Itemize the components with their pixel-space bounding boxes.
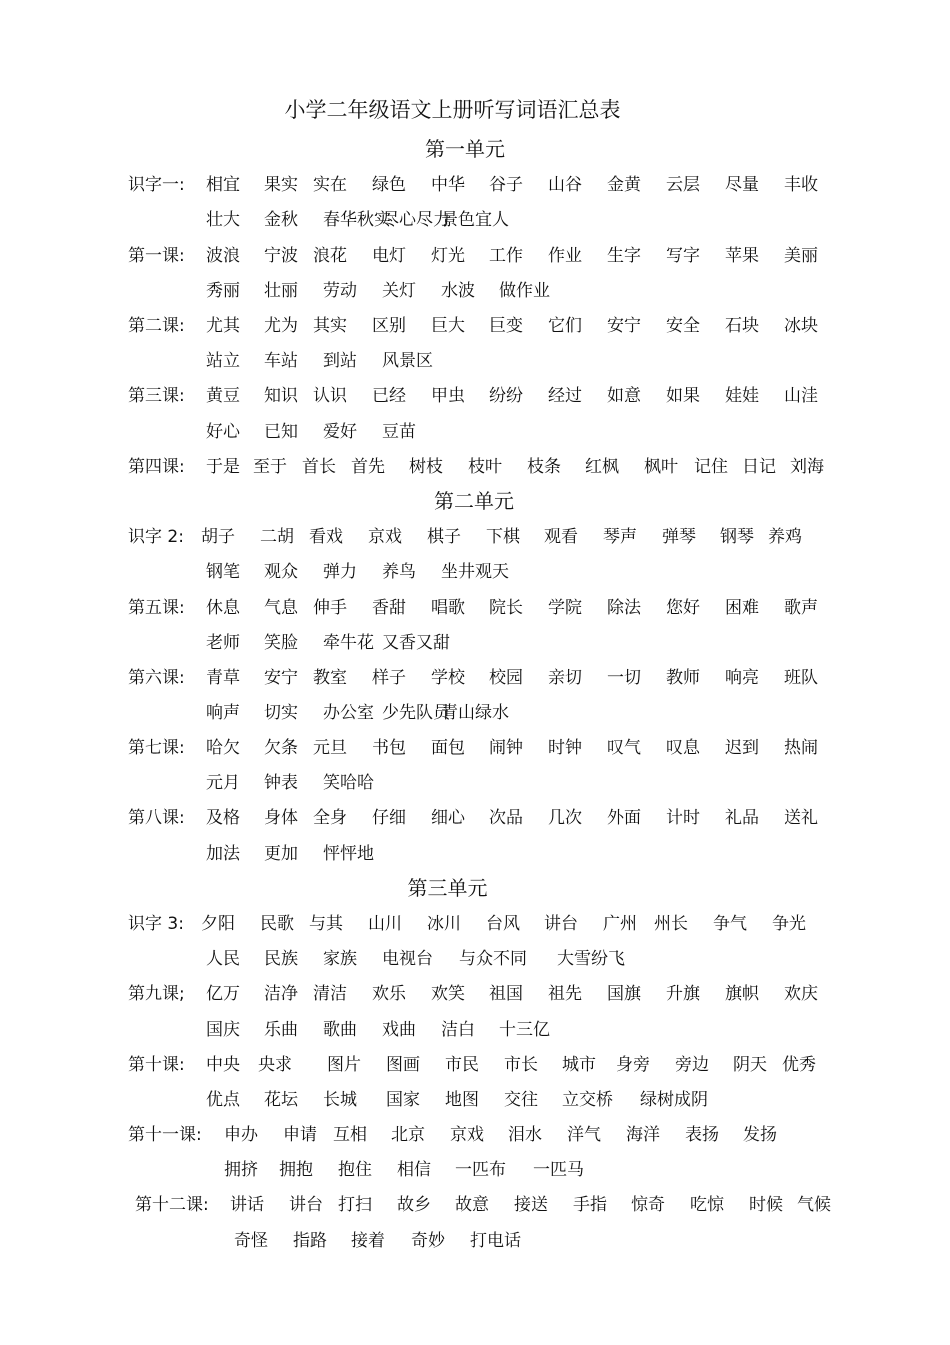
vocab-word: 区别 [372,316,406,336]
vocab-word: 关灯 [382,281,416,301]
lesson-row [0,842,950,866]
vocab-word: 钢琴 [720,527,754,547]
vocab-word: 老师 [206,633,240,653]
vocab-word: 观众 [264,562,298,582]
vocab-word: 京戏 [368,527,402,547]
lesson-row [0,596,950,620]
vocab-word: 吃惊 [690,1195,724,1215]
lesson-row [0,1018,950,1042]
vocab-word: 甲虫 [431,386,465,406]
vocab-word: 钢笔 [206,562,240,582]
lesson-label: 识字 3: [128,914,184,934]
vocab-word: 叹息 [666,738,700,758]
vocab-word: 民歌 [260,914,294,934]
vocab-word: 民族 [264,949,298,969]
vocab-word: 如意 [607,386,641,406]
lesson-row [0,947,950,971]
lesson-label: 第八课: [128,808,185,828]
vocab-word: 浪花 [313,246,347,266]
vocab-word: 它们 [548,316,582,336]
vocab-word: 养鸡 [768,527,802,547]
vocab-word: 休息 [206,598,240,618]
lesson-row [0,560,950,584]
vocab-word: 弹琴 [662,527,696,547]
unit-heading: 第三单元 [407,876,488,900]
vocab-word: 好心 [206,422,240,442]
lesson-row [0,244,950,268]
vocab-word: 学院 [548,598,582,618]
vocab-word: 城市 [562,1055,596,1075]
vocab-word: 巨大 [431,316,465,336]
vocab-word: 山谷 [548,175,582,195]
vocab-word: 山洼 [784,386,818,406]
vocab-word: 切实 [264,703,298,723]
vocab-word: 景色宜人 [441,210,509,230]
lesson-label: 第七课: [128,738,185,758]
vocab-word: 几次 [548,808,582,828]
vocab-word: 看戏 [309,527,343,547]
vocab-word: 到站 [323,351,357,371]
vocab-word: 广州 [603,914,637,934]
vocab-word: 养鸟 [382,562,416,582]
vocab-word: 图画 [386,1055,420,1075]
vocab-word: 表扬 [685,1125,719,1145]
vocab-word: 黄豆 [206,386,240,406]
vocab-word: 哈欠 [206,738,240,758]
vocab-word: 纷纷 [489,386,523,406]
vocab-word: 京戏 [450,1125,484,1145]
vocab-word: 讲台 [544,914,578,934]
vocab-word: 班队 [784,668,818,688]
page-title: 小学二年级语文上册听写词语汇总表 [284,98,621,122]
vocab-word: 讲台 [289,1195,323,1215]
unit-heading: 第二单元 [434,489,514,513]
lesson-row [0,455,950,479]
vocab-word: 首长 [302,457,336,477]
vocab-word: 接着 [351,1231,385,1251]
vocab-word: 欠条 [264,738,298,758]
vocab-word: 惊奇 [631,1195,665,1215]
vocab-word: 如果 [666,386,700,406]
vocab-word: 实在 [313,175,347,195]
vocab-word: 夕阳 [201,914,235,934]
vocab-word: 巨变 [489,316,523,336]
vocab-word: 大雪纷飞 [557,949,625,969]
vocab-word: 州长 [654,914,688,934]
vocab-word: 唱歌 [431,598,465,618]
vocab-word: 知识 [264,386,298,406]
lesson-row [0,420,950,444]
vocab-word: 与众不同 [459,949,527,969]
lesson-label: 第五课: [128,598,185,618]
vocab-word: 响亮 [725,668,759,688]
vocab-word: 电视台 [382,949,433,969]
lesson-row [0,173,950,197]
vocab-word: 冰块 [784,316,818,336]
vocab-word: 安宁 [607,316,641,336]
vocab-word: 美丽 [784,246,818,266]
vocab-word: 国家 [386,1090,420,1110]
vocab-word: 乐曲 [264,1020,298,1040]
vocab-word: 青山绿水 [441,703,509,723]
vocab-word: 气息 [264,598,298,618]
lesson-row [0,806,950,830]
vocab-word: 相信 [397,1160,431,1180]
vocab-word: 国旗 [607,984,641,1004]
vocab-word: 奇怪 [234,1231,268,1251]
vocab-word: 图片 [327,1055,361,1075]
lesson-row [0,1229,950,1253]
vocab-word: 果实 [264,175,298,195]
vocab-word: 故意 [455,1195,489,1215]
vocab-word: 祖国 [489,984,523,1004]
vocab-word: 首先 [351,457,385,477]
vocab-word: 更加 [264,844,298,864]
vocab-word: 院长 [489,598,523,618]
vocab-word: 教师 [666,668,700,688]
vocab-word: 生字 [607,246,641,266]
vocab-word: 观看 [544,527,578,547]
vocab-word: 怦怦地 [323,844,374,864]
lesson-label: 第十二课: [135,1195,209,1215]
vocab-word: 叹气 [607,738,641,758]
vocab-word: 琴声 [603,527,637,547]
lesson-row [0,631,950,655]
vocab-word: 苹果 [725,246,759,266]
vocab-word: 气候 [797,1195,831,1215]
lesson-row [0,701,950,725]
vocab-word: 至于 [253,457,287,477]
vocab-word: 刘海 [790,457,824,477]
vocab-word: 面包 [431,738,465,758]
vocab-word: 相宜 [206,175,240,195]
lesson-row [0,314,950,338]
lesson-row [0,349,950,373]
vocab-word: 笑哈哈 [323,773,374,793]
vocab-word: 洁净 [264,984,298,1004]
vocab-word: 指路 [293,1231,327,1251]
vocab-word: 清洁 [313,984,347,1004]
vocab-word: 元旦 [313,738,347,758]
vocab-word: 优点 [206,1090,240,1110]
vocab-word: 安全 [666,316,700,336]
vocab-word: 争光 [772,914,806,934]
vocab-word: 计时 [666,808,700,828]
vocab-word: 讲话 [230,1195,264,1215]
lesson-label: 第十一课: [128,1125,202,1145]
vocab-word: 海洋 [626,1125,660,1145]
vocab-word: 尤其 [206,316,240,336]
vocab-word: 一匹马 [533,1160,584,1180]
vocab-word: 争气 [713,914,747,934]
vocab-word: 您好 [666,598,700,618]
vocab-word: 又香又甜 [382,633,450,653]
vocab-word: 站立 [206,351,240,371]
lesson-row [0,525,950,549]
vocab-word: 接送 [514,1195,548,1215]
lesson-label: 第四课: [128,457,185,477]
vocab-word: 市长 [504,1055,538,1075]
lesson-row [0,208,950,232]
vocab-word: 春华秋实 [323,210,391,230]
lesson-row [0,1193,950,1217]
vocab-word: 欢庆 [784,984,818,1004]
vocab-word: 泪水 [508,1125,542,1145]
vocab-word: 升旗 [666,984,700,1004]
vocab-word: 二胡 [260,527,294,547]
vocab-word: 少先队员 [382,703,450,723]
vocab-word: 故乡 [397,1195,431,1215]
vocab-word: 枝条 [527,457,561,477]
vocab-word: 长城 [323,1090,357,1110]
vocab-word: 壮大 [206,210,240,230]
vocab-word: 日记 [742,457,776,477]
vocab-word: 礼品 [725,808,759,828]
unit-heading: 第一单元 [425,137,505,161]
vocab-word: 尽量 [725,175,759,195]
vocab-word: 外面 [607,808,641,828]
vocab-word: 市民 [445,1055,479,1075]
vocab-word: 打电话 [470,1231,521,1251]
vocab-word: 中央 [206,1055,240,1075]
vocab-word: 冰川 [427,914,461,934]
vocab-word: 壮丽 [264,281,298,301]
lesson-label: 第六课: [128,668,185,688]
vocab-word: 拥抱 [279,1160,313,1180]
vocab-word: 迟到 [725,738,759,758]
vocab-word: 青草 [206,668,240,688]
vocab-word: 次品 [489,808,523,828]
vocab-word: 央求 [258,1055,292,1075]
vocab-word: 写字 [666,246,700,266]
vocab-word: 送礼 [784,808,818,828]
vocab-word: 仔细 [372,808,406,828]
vocab-word: 交往 [504,1090,538,1110]
vocab-word: 阴天 [733,1055,767,1075]
lesson-row [0,1088,950,1112]
vocab-word: 及格 [206,808,240,828]
vocab-word: 细心 [431,808,465,828]
vocab-word: 棋子 [427,527,461,547]
lesson-row [0,1053,950,1077]
vocab-word: 十三亿 [499,1020,550,1040]
lesson-label: 第二课: [128,316,185,336]
vocab-word: 其实 [313,316,347,336]
vocab-word: 家族 [323,949,357,969]
vocab-word: 歌声 [784,598,818,618]
vocab-word: 枝叶 [468,457,502,477]
vocab-word: 胡子 [201,527,235,547]
vocab-word: 钟表 [264,773,298,793]
vocab-word: 水波 [441,281,475,301]
vocab-word: 金秋 [264,210,298,230]
vocab-word: 金黄 [607,175,641,195]
lesson-label: 识字 2: [128,527,184,547]
vocab-word: 祖先 [548,984,582,1004]
vocab-word: 校园 [489,668,523,688]
vocab-word: 申请 [283,1125,317,1145]
vocab-word: 豆苗 [382,422,416,442]
vocab-word: 申办 [224,1125,258,1145]
vocab-word: 秀丽 [206,281,240,301]
vocab-word: 认识 [313,386,347,406]
lesson-row [0,384,950,408]
vocab-word: 互相 [333,1125,367,1145]
vocab-word: 闹钟 [489,738,523,758]
vocab-word: 爱好 [323,422,357,442]
vocab-word: 与其 [309,914,343,934]
lesson-label: 第九课; [128,984,185,1004]
vocab-word: 风景区 [382,351,433,371]
vocab-word: 树枝 [409,457,443,477]
lesson-label: 第十课: [128,1055,185,1075]
vocab-word: 北京 [391,1125,425,1145]
vocab-word: 坐井观天 [441,562,509,582]
lesson-row [0,1158,950,1182]
vocab-word: 枫叶 [644,457,678,477]
vocab-word: 欢乐 [372,984,406,1004]
vocab-word: 尽心尽力 [382,210,450,230]
vocab-word: 学校 [431,668,465,688]
vocab-word: 绿色 [372,175,406,195]
vocab-word: 笑脸 [264,633,298,653]
vocab-word: 加法 [206,844,240,864]
vocab-word: 已知 [264,422,298,442]
vocab-word: 云层 [666,175,700,195]
vocab-word: 响声 [206,703,240,723]
vocab-word: 除法 [607,598,641,618]
vocab-word: 发扬 [743,1125,777,1145]
lesson-row [0,982,950,1006]
vocab-word: 时候 [749,1195,783,1215]
vocab-word: 元月 [206,773,240,793]
vocab-word: 一切 [607,668,641,688]
vocab-word: 戏曲 [382,1020,416,1040]
vocab-word: 伸手 [313,598,347,618]
lesson-row [0,279,950,303]
vocab-word: 书包 [372,738,406,758]
vocab-word: 身旁 [616,1055,650,1075]
vocab-word: 教室 [313,668,347,688]
vocab-word: 经过 [548,386,582,406]
vocab-word: 抱住 [338,1160,372,1180]
vocab-word: 打扫 [338,1195,372,1215]
lesson-row [0,771,950,795]
lesson-label: 第一课: [128,246,185,266]
vocab-word: 下棋 [486,527,520,547]
vocab-word: 作业 [548,246,582,266]
vocab-word: 谷子 [489,175,523,195]
vocab-word: 电灯 [372,246,406,266]
lesson-label: 识字一: [128,175,185,195]
vocab-word: 牵牛花 [323,633,374,653]
vocab-word: 办公室 [323,703,374,723]
vocab-word: 花坛 [264,1090,298,1110]
vocab-word: 欢笑 [431,984,465,1004]
vocab-word: 中华 [431,175,465,195]
vocab-word: 一匹布 [455,1160,506,1180]
vocab-word: 时钟 [548,738,582,758]
vocab-word: 身体 [264,808,298,828]
vocab-word: 洁白 [441,1020,475,1040]
vocab-word: 于是 [206,457,240,477]
vocab-word: 石块 [725,316,759,336]
vocab-word: 丰收 [784,175,818,195]
vocab-word: 立交桥 [562,1090,613,1110]
vocab-word: 灯光 [431,246,465,266]
vocab-word: 样子 [372,668,406,688]
vocab-word: 亲切 [548,668,582,688]
vocab-word: 地图 [445,1090,479,1110]
vocab-word: 山川 [368,914,402,934]
vocab-word: 车站 [264,351,298,371]
vocab-word: 困难 [725,598,759,618]
vocab-word: 旁边 [675,1055,709,1075]
vocab-word: 工作 [489,246,523,266]
vocab-word: 已经 [372,386,406,406]
vocab-word: 优秀 [782,1055,816,1075]
vocab-word: 全身 [313,808,347,828]
vocab-word: 波浪 [206,246,240,266]
vocab-word: 热闹 [784,738,818,758]
vocab-word: 尤为 [264,316,298,336]
vocab-word: 娃娃 [725,386,759,406]
vocab-word: 手指 [573,1195,607,1215]
vocab-word: 做作业 [499,281,550,301]
vocab-word: 香甜 [372,598,406,618]
vocab-word: 弹力 [323,562,357,582]
vocab-word: 劳动 [323,281,357,301]
vocab-word: 旗帜 [725,984,759,1004]
lesson-label: 第三课: [128,386,185,406]
vocab-word: 洋气 [567,1125,601,1145]
vocab-word: 台风 [486,914,520,934]
vocab-word: 奇妙 [411,1231,445,1251]
vocab-word: 宁波 [264,246,298,266]
vocab-word: 记住 [694,457,728,477]
lesson-row [0,912,950,936]
vocab-word: 绿树成阴 [640,1090,708,1110]
vocab-word: 歌曲 [323,1020,357,1040]
lesson-row [0,736,950,760]
lesson-row [0,666,950,690]
vocab-word: 安宁 [264,668,298,688]
vocab-word: 拥挤 [224,1160,258,1180]
vocab-word: 红枫 [585,457,619,477]
vocab-word: 国庆 [206,1020,240,1040]
lesson-row [0,1123,950,1147]
vocab-word: 人民 [206,949,240,969]
vocab-word: 亿万 [206,984,240,1004]
